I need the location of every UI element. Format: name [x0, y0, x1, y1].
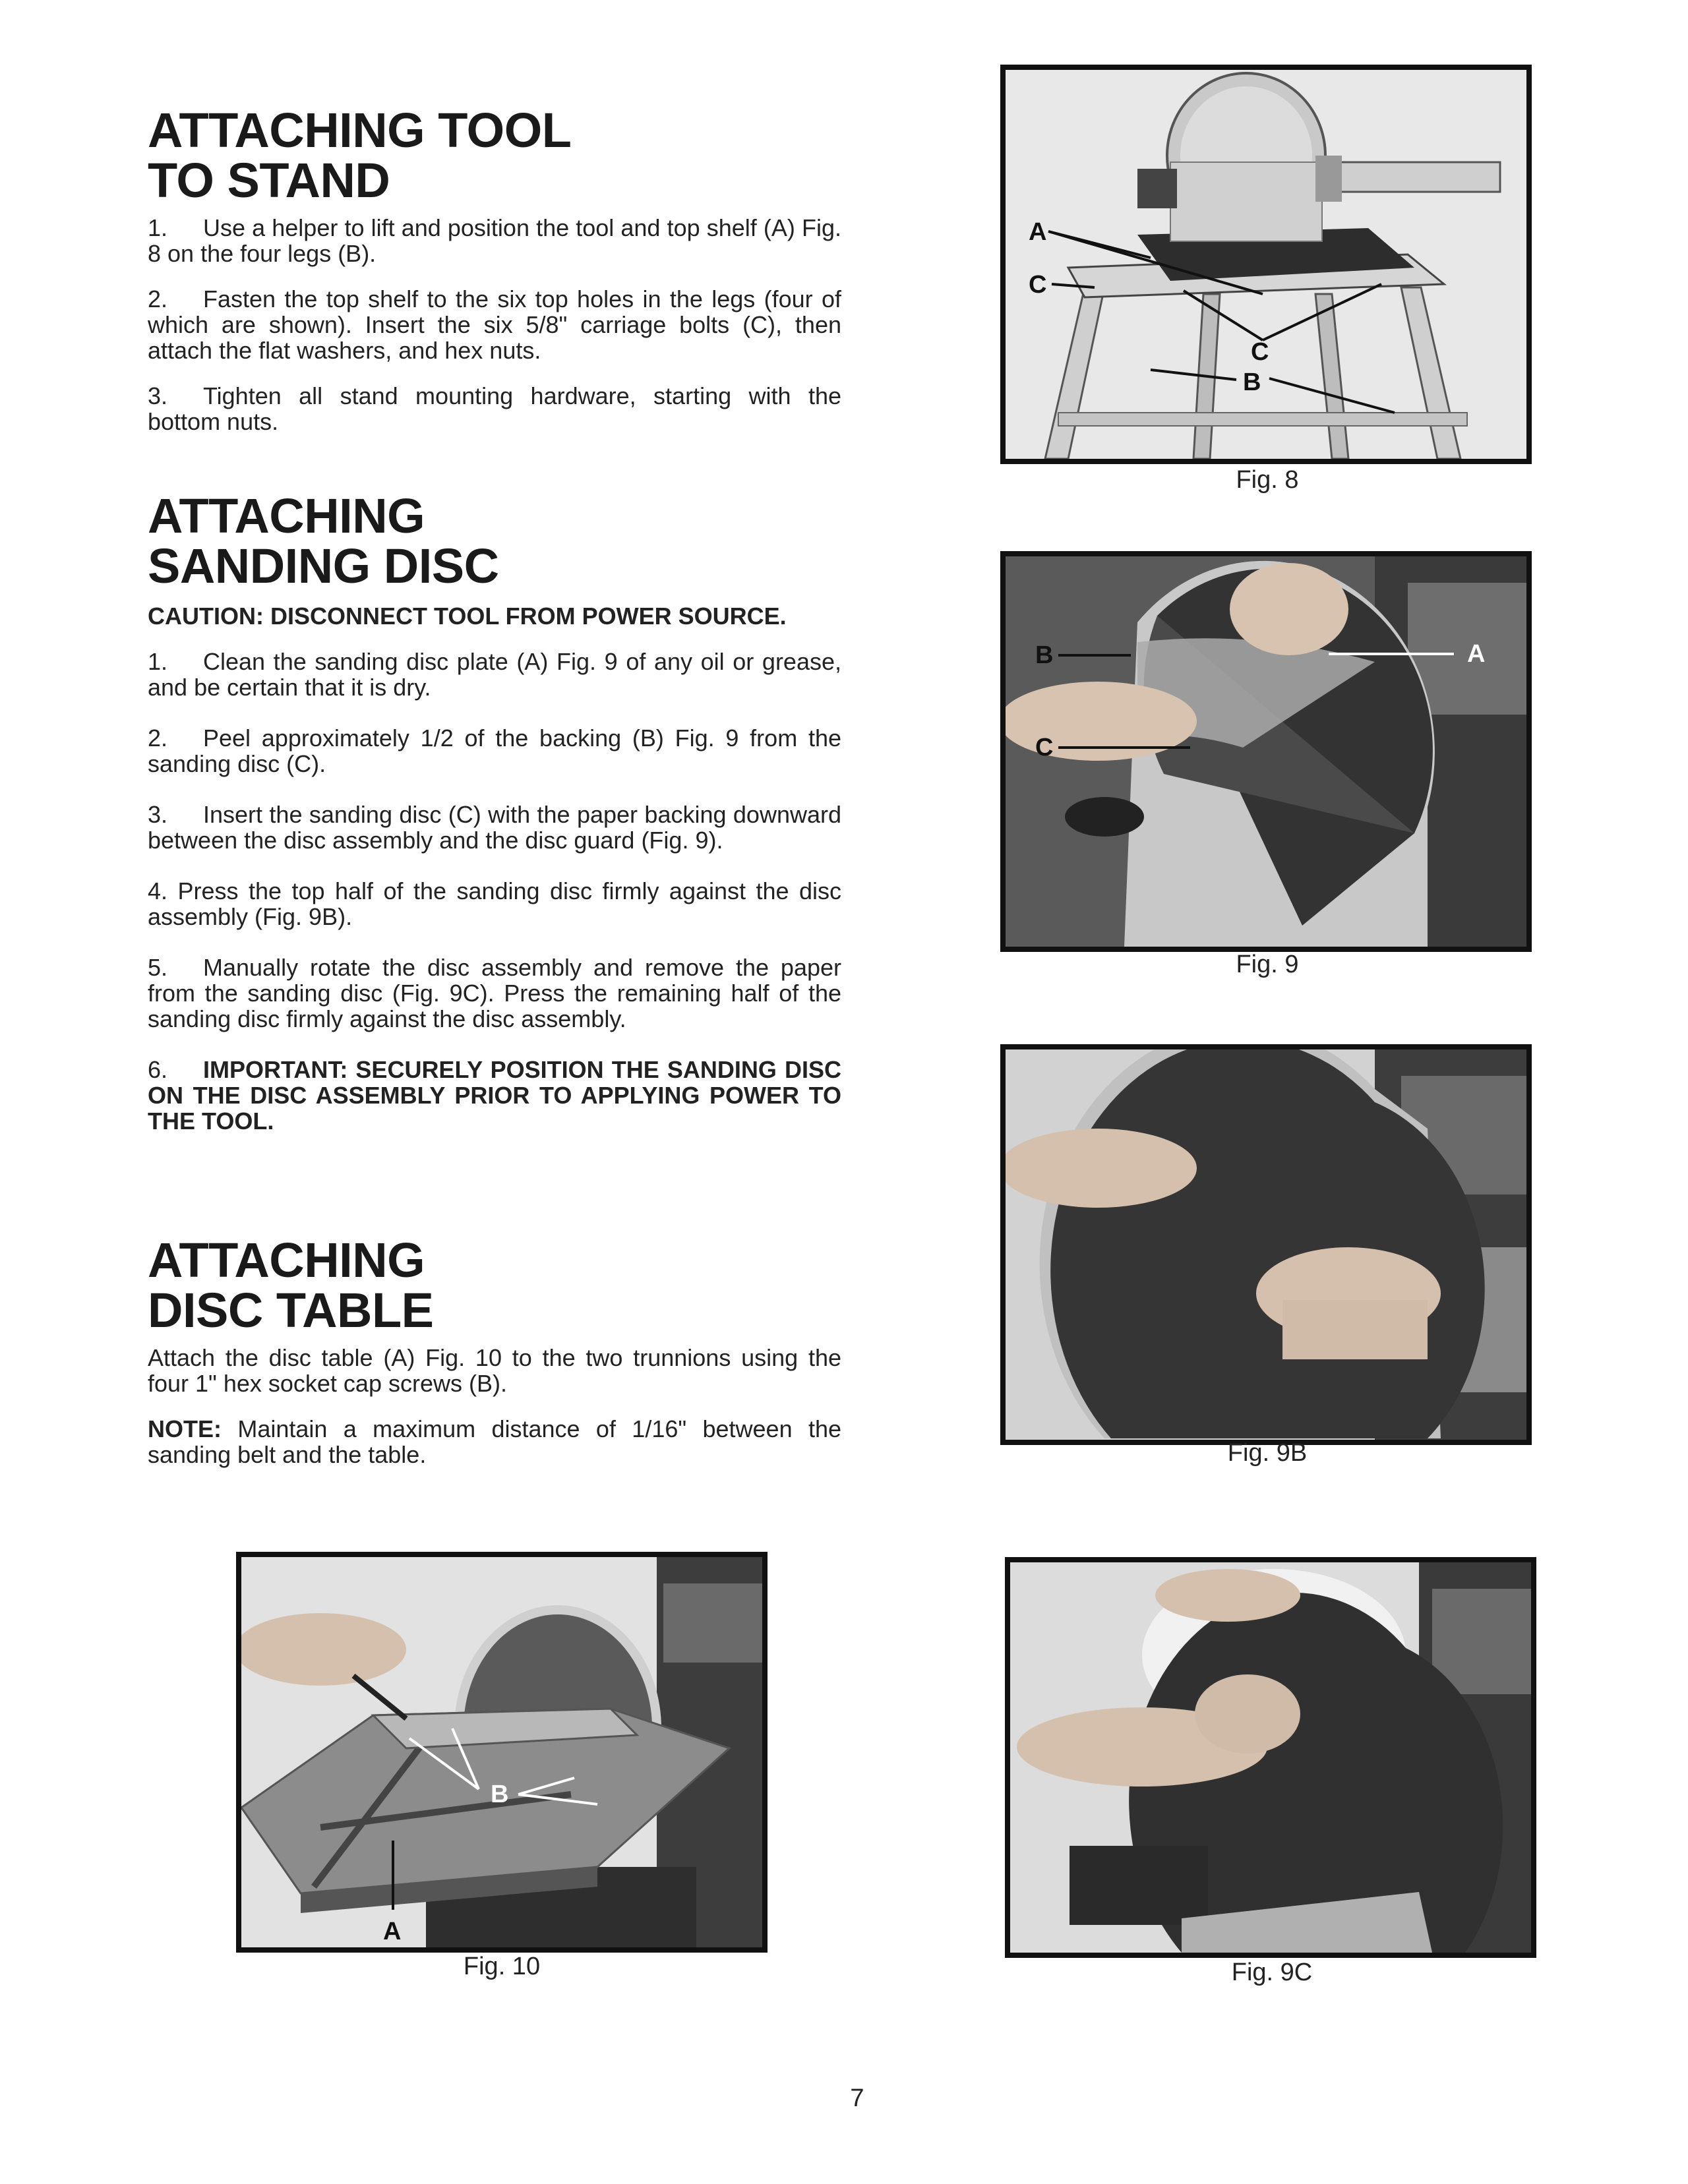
step-text: Insert the sanding disc (C) with the paper backing downward between the disc assembly and the disc guard (Fig. 9).: [148, 801, 841, 854]
fig8-caption: Fig. 8: [1236, 466, 1299, 494]
step-paragraph: [148, 725, 841, 777]
title-line: TO STAND: [148, 153, 390, 208]
step-number: 1.: [148, 214, 168, 241]
note-label: NOTE:: [148, 1415, 222, 1442]
section-title: [148, 1235, 841, 1336]
body-text: Attach the disc table (A) Fig. 10 to the two trunnions using the four 1" hex socket cap screws (B).: [148, 1344, 841, 1397]
fig9-caption: Fig. 9: [1236, 951, 1299, 978]
step-number: 5.: [148, 954, 168, 981]
step-paragraph: [148, 215, 841, 266]
step-text: Peel approximately 1/2 of the backing (B) Fig. 9 from the sanding disc (C).: [148, 724, 841, 777]
step-text: Press the top half of the sanding disc firmly against the disc assembly (Fig. 9B).: [148, 877, 841, 930]
callout-b: B: [1243, 369, 1261, 396]
fig9b-caption: Fig. 9B: [1227, 1439, 1308, 1467]
step-number: 3.: [148, 382, 168, 409]
caution-text: CAUTION: DISCONNECT TOOL FROM POWER SOURCE.: [148, 603, 787, 630]
step-paragraph: [148, 383, 841, 434]
fig9c-caption: Fig. 9C: [1231, 1959, 1313, 1986]
step-number: 6.: [148, 1056, 168, 1083]
fig9b-illustration: [1006, 1049, 1526, 1440]
fig9-photo: [1000, 551, 1532, 952]
callout-b: B: [1035, 641, 1054, 669]
fig8-illustration: [1006, 70, 1526, 459]
step-paragraph: [148, 878, 841, 930]
title-line: ATTACHING: [148, 1233, 425, 1287]
callout-a: A: [383, 1918, 402, 1945]
callout-a: A: [1467, 640, 1486, 668]
step-number: 4.: [148, 877, 168, 904]
step-text: Manually rotate the disc assembly and remove the paper from the sanding disc (Fig. 9C). Press the remaining half of the sanding disc firmly against the disc assembly.: [148, 954, 841, 1032]
section-title: [148, 488, 841, 593]
fig9c-photo: [1005, 1557, 1536, 1958]
fig9-illustration: [1006, 556, 1526, 947]
section-attaching-disc-table: [148, 1235, 841, 1467]
section-title: [148, 105, 841, 206]
callout-c: C: [1035, 734, 1054, 761]
note-text: Maintain a maximum distance of 1/16" between the sanding belt and the table.: [148, 1415, 841, 1468]
step-text: Tighten all stand mounting hardware, starting with the bottom nuts.: [148, 382, 841, 435]
step-paragraph: [148, 649, 841, 700]
step-paragraph: [148, 286, 841, 363]
step-paragraph: [148, 1057, 841, 1134]
step-number: 1.: [148, 648, 168, 675]
title-line: ATTACHING TOOL: [148, 103, 572, 158]
title-line: SANDING DISC: [148, 539, 499, 593]
step-paragraph: [148, 955, 841, 1032]
step-number: 2.: [148, 285, 168, 312]
page-number: 7: [850, 2084, 864, 2112]
fig10-photo: [236, 1552, 768, 1953]
step-number: 3.: [148, 801, 168, 828]
callout-a: A: [1029, 218, 1047, 246]
section-attaching-tool-to-stand: [148, 105, 841, 434]
step-text: Fasten the top shelf to the six top holes in the legs (four of which are shown). Insert the six 5/8" carriage bolts (C), then attach the flat washers, and hex nuts.: [148, 285, 841, 364]
fig9c-illustration: [1010, 1562, 1531, 1953]
callout-c: C: [1029, 271, 1047, 299]
step-text: Use a helper to lift and position the tool and top shelf (A) Fig. 8 on the four legs (B).: [148, 214, 841, 267]
step-paragraph: [148, 802, 841, 853]
fig8-photo: [1000, 65, 1532, 464]
callout-c: C: [1251, 338, 1269, 366]
title-line: ATTACHING: [148, 488, 425, 543]
note-paragraph: [148, 1416, 841, 1467]
fig10-caption: Fig. 10: [463, 1953, 541, 1980]
step-text: Clean the sanding disc plate (A) Fig. 9 of any oil or grease, and be certain that it is dry.: [148, 648, 841, 701]
section-attaching-sanding-disc: [148, 488, 841, 1135]
step-text: IMPORTANT: SECURELY POSITION THE SANDING DISC ON THE DISC ASSEMBLY PRIOR TO APPLYING POWER TO THE TOOL.: [148, 1056, 841, 1135]
fig10-illustration: [241, 1557, 762, 1947]
fig9b-photo: [1000, 1044, 1532, 1445]
title-line: DISC TABLE: [148, 1283, 434, 1338]
callout-b: B: [491, 1781, 509, 1808]
step-number: 2.: [148, 724, 168, 752]
